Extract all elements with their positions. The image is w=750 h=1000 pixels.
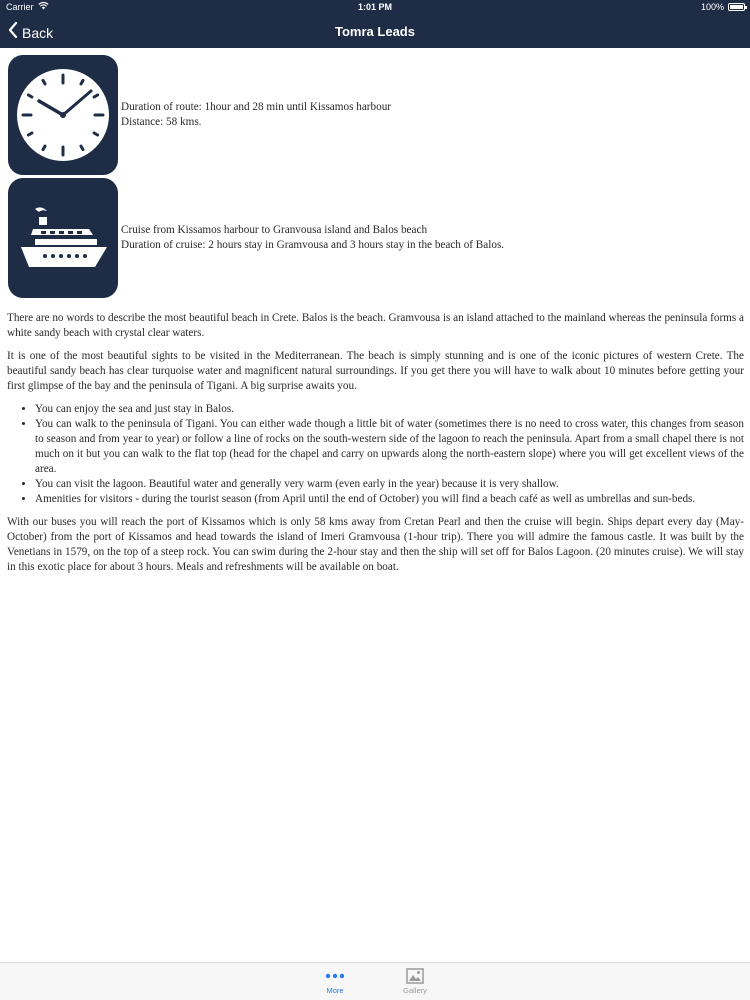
carrier-label: Carrier [6, 2, 34, 12]
route-info-text [121, 100, 391, 130]
tab-more-label: More [326, 986, 344, 995]
clock-icon [8, 55, 118, 175]
cruise-duration: Duration of cruise: 2 hours stay in Gramvousa and 3 hours stay in the beach of Balos. [121, 239, 505, 251]
tab-gallery-label: Gallery [403, 986, 427, 995]
tab-more[interactable] [305, 966, 365, 995]
tab-bar [0, 962, 750, 1000]
gallery-icon [385, 966, 445, 986]
status-time: 1:01 PM [357, 2, 392, 12]
battery-icon [728, 3, 745, 11]
paragraph: There are no words to describe the most beautiful beach in Crete. Balos is the beach. Gramvousa is an island attached to the mainland whereas the peninsula forms a white sandy beach with crystal clear waters. [7, 312, 744, 339]
route-distance: Distance: 58 kms. [121, 116, 202, 128]
paragraph: It is one of the most beautiful sights to be visited in the Mediterranean. The beach is simply stunning and is one of the iconic pictures of western Crete. The beautiful sandy beach has clear turquoise water and magnificent natural surroundings. If you get there you will have to walk about 10 minutes before getting your first glimpse of the bay and the peninsula of Tigani. A big surprise awaits you. [7, 350, 744, 392]
content-area [0, 48, 750, 963]
battery-percent: 100% [700, 2, 724, 12]
tab-gallery[interactable] [385, 966, 445, 995]
page-title: Tomra Leads [335, 24, 415, 39]
navigation-bar [0, 15, 750, 48]
description-text [7, 311, 744, 583]
more-dots-icon [305, 966, 365, 986]
route-info-row [8, 55, 742, 175]
list-item: • Amenities for visitors - during the tourist season (from April until the end of October) you will find a beach café as well as umbrellas and sun-beds. [35, 492, 744, 507]
status-bar [0, 0, 750, 15]
list-item: • You can visit the lagoon. Beautiful water and generally very warm (even early in the year) because it is very shallow. [35, 477, 744, 492]
activities-list [7, 402, 744, 507]
cruise-info-row [8, 178, 742, 298]
list-item: • You can walk to the peninsula of Tigani. You can either wade though a little bit of water (sometimes there is no need to cross water, this changes from season to season and from year to year) or follow a line of rocks on the south-western side of the lagoon to reach the peninsula. Apart from a small chapel there is not much on it but you can walk to the flat top (head for the chapel and carry on upwards along the north-eastern slope) where you will get excellent views of the area. [35, 417, 744, 477]
route-duration: Duration of route: 1hour and 28 min until Kissamos harbour [121, 101, 392, 113]
back-label: Back [22, 24, 54, 41]
paragraph: With our buses you will reach the port of Kissamos which is only 58 kms away from Cretan Pearl and then the cruise will begin. Ships depart every day (May-October) from the port of Kissamos and head towards the island of Imeri Gramvousa (1-hour trip). There you will admire the famous castle. It was built by the Venetians in 1579, on the top of a steep rock. You can swim during the 2-hour stay and then the ship will set off for Balos Lagoon. (20 minutes cruise). We will stay in this exotic place for about 3 hours. Meals and refreshments will be available on boat. [7, 516, 744, 573]
cruise-info-text [121, 223, 504, 253]
cruise-route: Cruise from Kissamos harbour to Granvousa island and Balos beach [121, 224, 428, 236]
list-item: • You can enjoy the sea and just stay in Balos. [35, 402, 744, 417]
ship-icon [8, 178, 118, 298]
